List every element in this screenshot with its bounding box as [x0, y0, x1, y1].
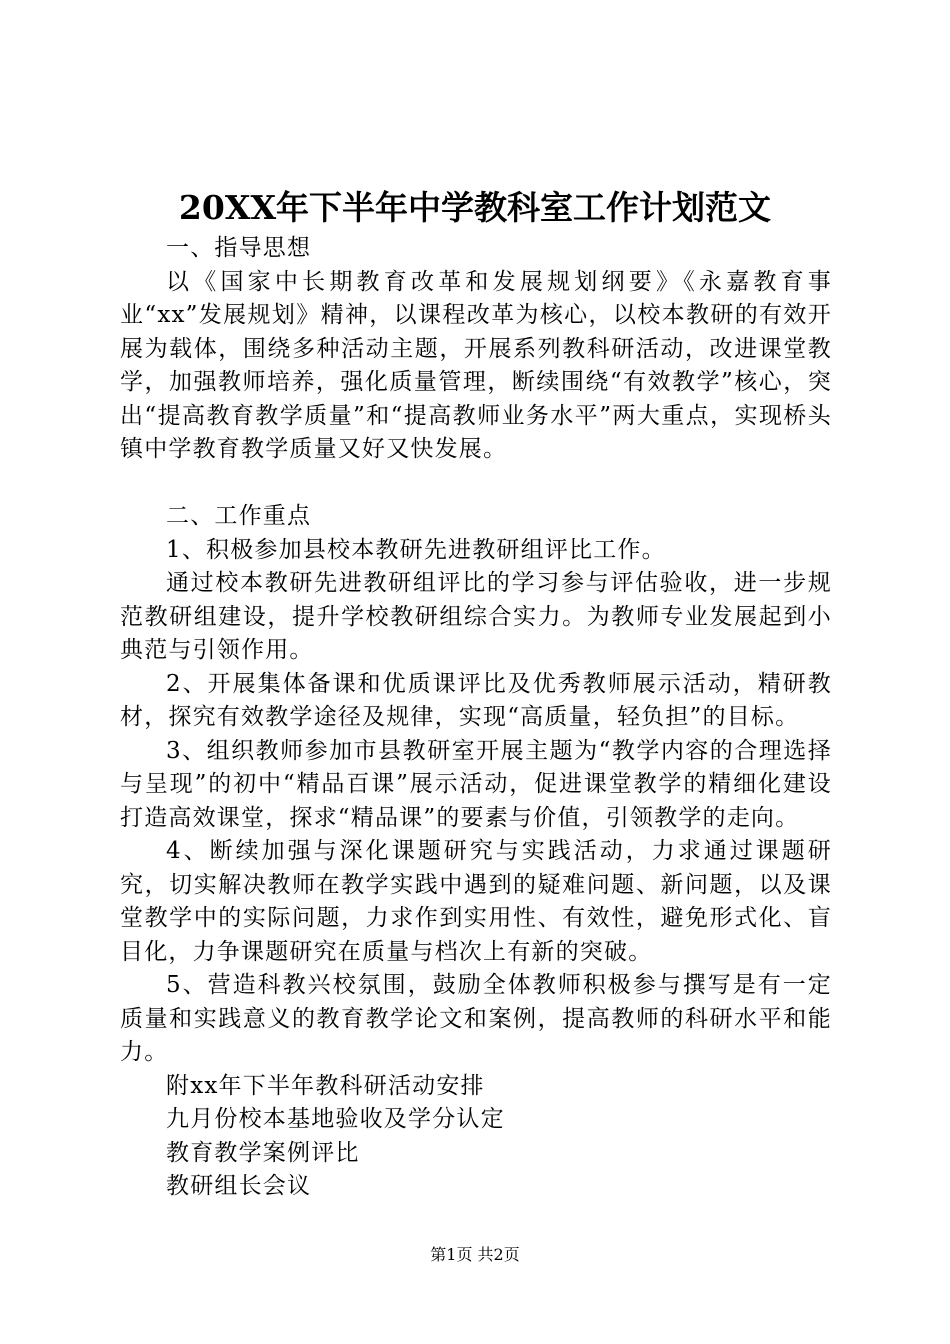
paragraph-gap	[120, 467, 832, 501]
item-2-paragraph: 2、开展集体备课和优质课评比及优秀教师展示活动，精研教材，探究有效教学途径及规律，实现“高质量，轻负担”的目标。	[120, 670, 832, 730]
section-heading-work-focus: 二、工作重点	[166, 503, 312, 529]
document-body	[120, 232, 832, 1204]
section-heading-guiding-thought: 一、指导思想	[166, 235, 312, 261]
item-3-paragraph: 3、组织教师参加市县教研室开展主题为“教学内容的合理选择与呈现”的初中“精品百课”展示活动，促进课堂教学的精细化建设打造高效课堂，探求“精品课”的要素与价值，引领教学的走向。	[120, 737, 832, 831]
paragraph-guiding-thought: 以《国家中长期教育改革和发展规划纲要》《永嘉教育事业“xx”发展规划》精神，以课程改革为核心，以校本教研的有效开展为载体，围绕多种活动主题，开展系列教科研活动，改进课堂教学，加强教师培养，强化质量管理，断续围绕“有效教学”核心，突出“提高教育教学质量”和“提高教师业务水平”两大重点，实现桥头镇中学教育教学质量又好又快发展。	[120, 268, 832, 462]
appendix-title: 附xx年下半年教科研活动安排	[166, 1072, 485, 1099]
page-number-footer: 第1页 共2页	[430, 1245, 520, 1264]
appendix-line: 教研组长会议	[166, 1173, 312, 1199]
item-1-paragraph: 通过校本教研先进教研组评比的学习参与评估验收，进一步规范教研组建设，提升学校教研组综合实力。为教师专业发展起到小典范与引领作用。	[120, 570, 832, 663]
appendix-line: 教育教学案例评比	[166, 1139, 360, 1166]
appendix-line: 九月份校本基地验收及学分认定	[166, 1106, 505, 1132]
item-1-title: 1、积极参加县校本教研先进教研组评比工作。	[166, 536, 666, 563]
item-4-paragraph: 4、断续加强与深化课题研究与实践活动，力求通过课题研究，切实解决教师在教学实践中遇到的疑难问题、新问题，以及课堂教学中的实际问题，力求作到实用性、有效性，避免形式化、盲目化，力争课题研究在质量与档次上有新的突破。	[120, 838, 832, 965]
document-title: 20XX年下半年中学教科室工作计划范文	[178, 188, 772, 227]
item-5-paragraph: 5、营造科教兴校氛围，鼓励全体教师积极参与撰写是有一定质量和实践意义的教育教学论文和案例，提高教师的科研水平和能力。	[120, 972, 832, 1065]
